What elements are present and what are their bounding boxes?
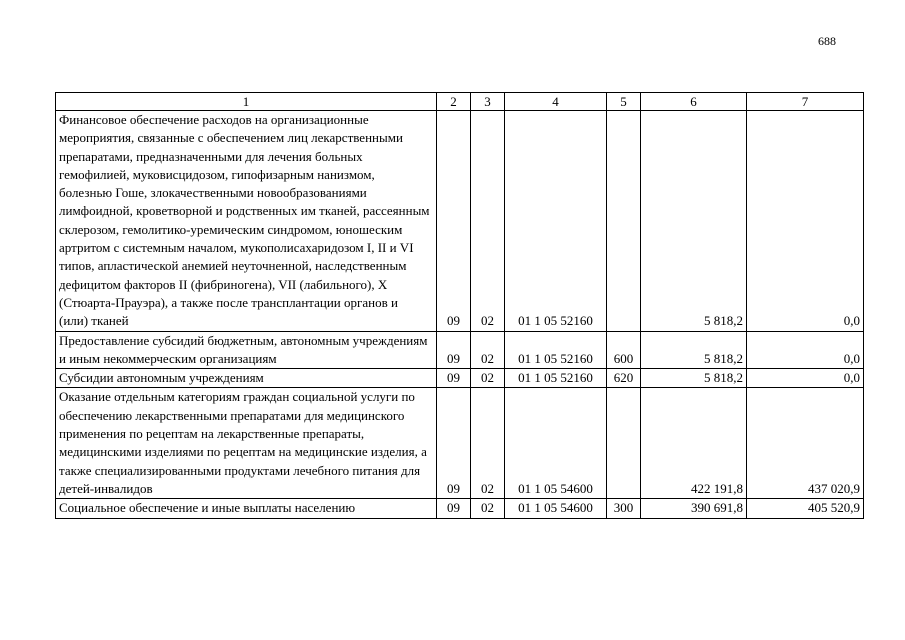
row-expense-type [607,388,641,499]
row-target-article: 01 1 05 52160 [505,111,607,332]
row-name: Оказание отдельным категориям граждан социальной услуги по обеспечению лекарственными препаратами для медицинского применения по рецептам на лекарственные препараты, медицинскими изделиями по рецептам на медицинские изделия, а также специализированными продуктами лечебного питания для детей-инвалидов [56,388,437,499]
header-cell-4: 4 [505,93,607,111]
table-row [56,331,864,369]
row-target-article: 01 1 05 52160 [505,369,607,388]
row-sum-year-1: 5 818,2 [641,331,747,369]
row-sum-year-2: 405 520,9 [747,499,864,518]
page-number: 688 [818,34,836,48]
header-cell-5: 5 [607,93,641,111]
table-row [56,388,864,499]
row-section: 09 [437,369,471,388]
row-sum-year-1: 390 691,8 [641,499,747,518]
row-sum-year-1: 422 191,8 [641,388,747,499]
row-name: Субсидии автономным учреждениям [56,369,437,388]
row-expense-type: 620 [607,369,641,388]
row-subsection: 02 [471,388,505,499]
table-row [56,111,864,332]
row-subsection: 02 [471,331,505,369]
header-cell-2: 2 [437,93,471,111]
row-sum-year-1: 5 818,2 [641,111,747,332]
row-expense-type: 600 [607,331,641,369]
table-row [56,499,864,518]
budget-table [55,92,864,519]
header-cell-6: 6 [641,93,747,111]
row-sum-year-2: 0,0 [747,331,864,369]
row-target-article: 01 1 05 54600 [505,499,607,518]
header-row [56,93,864,111]
row-expense-type: 300 [607,499,641,518]
row-target-article: 01 1 05 54600 [505,388,607,499]
row-sum-year-2: 0,0 [747,111,864,332]
row-section: 09 [437,499,471,518]
row-subsection: 02 [471,111,505,332]
row-sum-year-1: 5 818,2 [641,369,747,388]
row-expense-type [607,111,641,332]
row-name: Социальное обеспечение и иные выплаты населению [56,499,437,518]
row-name: Финансовое обеспечение расходов на организационные мероприятия, связанные с обеспечением лиц лекарственными препаратами, предназначенными для лечения больных гемофилией, муковисцидозом, гипофизарным нанизмом, болезнью Гоше, злокачественными новообразованиями лимфоидной, кроветворной и родственных им тканей, рассеянным склерозом, гемолитико-уремическим синдромом, юношеским артритом с системным началом, мукополисахаридозом I, II и VI типов, апластической анемией неуточненной, наследственным дефицитом факторов II (фибриногена), VII (лабильного), X (Стюарта-Прауэра), а также после трансплантации органов и (или) тканей [56,111,437,332]
table-row [56,369,864,388]
row-sum-year-2: 0,0 [747,369,864,388]
row-subsection: 02 [471,369,505,388]
row-subsection: 02 [471,499,505,518]
row-name: Предоставление субсидий бюджетным, автономным учреждениям и иным некоммерческим организациям [56,331,437,369]
header-cell-3: 3 [471,93,505,111]
row-section: 09 [437,111,471,332]
header-cell-7: 7 [747,93,864,111]
row-section: 09 [437,388,471,499]
row-section: 09 [437,331,471,369]
row-target-article: 01 1 05 52160 [505,331,607,369]
row-sum-year-2: 437 020,9 [747,388,864,499]
header-cell-1: 1 [56,93,437,111]
